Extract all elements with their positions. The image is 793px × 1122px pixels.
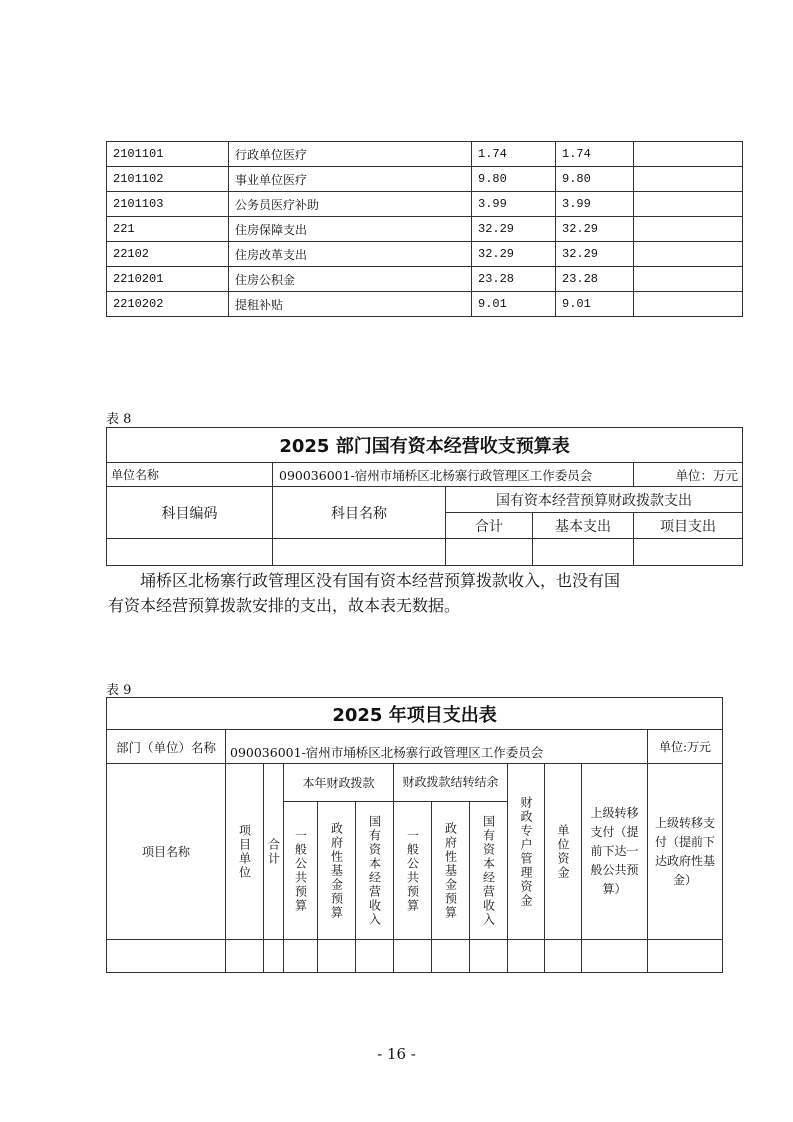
table-row (107, 242, 743, 267)
note-line-1: 埇桥区北杨寨行政管理区没有国有资本经营预算拨款收入，也没有国 (140, 571, 621, 590)
row-name: 提租补贴 (229, 292, 472, 317)
row-name: 公务员医疗补助 (229, 192, 472, 217)
table9 (106, 697, 723, 973)
table-row (107, 167, 743, 192)
row-project (634, 217, 743, 242)
header-state-capital-2: 国有资本经营收入 (481, 814, 496, 927)
table-row (107, 142, 743, 167)
header-code: 科目编码 (107, 487, 273, 539)
header-basic: 基本支出 (533, 513, 634, 539)
header-total: 合计 (446, 513, 533, 539)
header-project-unit: 项目单位 (237, 823, 252, 880)
header-current-group: 本年财政拨款 (284, 764, 394, 802)
row-total: 23.28 (472, 267, 556, 292)
header-special-funds: 财政专户管理资金 (519, 795, 533, 908)
row-code: 2101102 (107, 167, 229, 192)
row-name: 住房公积金 (229, 267, 472, 292)
row-project (634, 192, 743, 217)
row-project (634, 292, 743, 317)
table8-caption: 表 8 (106, 412, 132, 427)
row-project (634, 267, 743, 292)
header-general-budget: 一般公共预算 (293, 828, 308, 913)
table-row (107, 192, 743, 217)
row-basic: 9.01 (556, 292, 634, 317)
row-total: 1.74 (472, 142, 556, 167)
note-line-2: 有资本经营预算拨款安排的支出，故本表无数据。 (108, 596, 461, 615)
header-name: 科目名称 (273, 487, 446, 539)
dept-label: 部门（单位）名称 (107, 730, 226, 764)
row-code: 2101101 (107, 142, 229, 167)
header-unit-funds: 单位资金 (556, 823, 570, 880)
row-name: 住房改革支出 (229, 242, 472, 267)
table9-title: 2025 年项目支出表 (107, 698, 723, 730)
header-gov-fund: 政府性基金预算 (329, 821, 344, 920)
header-total: 合计 (266, 837, 281, 866)
currency-unit: 单位:万元 (648, 730, 723, 764)
table-row (107, 292, 743, 317)
header-project: 项目支出 (634, 513, 743, 539)
header-project-name: 项目名称 (107, 764, 226, 940)
row-total: 32.29 (472, 217, 556, 242)
row-code: 221 (107, 217, 229, 242)
header-group: 国有资本经营预算财政拨款支出 (446, 487, 743, 513)
dept-value: 090036001-宿州市埇桥区北杨寨行政管理区工作委员会 (226, 730, 648, 764)
row-name: 行政单位医疗 (229, 142, 472, 167)
row-code: 22102 (107, 242, 229, 267)
table8-title: 2025 部门国有资本经营收支预算表 (107, 428, 743, 463)
row-project (634, 242, 743, 267)
page-number: - 16 - (377, 1045, 416, 1063)
row-total: 9.80 (472, 167, 556, 192)
currency-unit: 单位：万元 (634, 463, 743, 487)
row-total: 3.99 (472, 192, 556, 217)
table9-caption: 表 9 (106, 683, 132, 698)
table-row (107, 940, 723, 973)
note-paragraph (108, 568, 708, 618)
header-transfer-fund: 上级转移支付（提前下达政府性基金） (648, 764, 723, 940)
row-basic: 32.29 (556, 242, 634, 267)
row-project (634, 142, 743, 167)
row-code: 2210201 (107, 267, 229, 292)
table8 (106, 427, 743, 566)
row-total: 9.01 (472, 292, 556, 317)
row-basic: 9.80 (556, 167, 634, 192)
header-gov-fund-2: 政府性基金预算 (443, 821, 458, 920)
header-state-capital: 国有资本经营收入 (367, 814, 382, 927)
row-code: 2210202 (107, 292, 229, 317)
row-code: 2101103 (107, 192, 229, 217)
header-transfer-general: 上级转移支付（提前下达一般公共预算） (582, 764, 648, 940)
table-row (107, 217, 743, 242)
budget-table-continued (106, 141, 743, 317)
row-name: 住房保障支出 (229, 217, 472, 242)
row-total: 32.29 (472, 242, 556, 267)
header-general-budget-2: 一般公共预算 (405, 828, 420, 913)
unit-name-value: 090036001-宿州市埇桥区北杨寨行政管理区工作委员会 (273, 463, 634, 487)
row-project (634, 167, 743, 192)
header-carry-group: 财政拨款结转结余 (394, 764, 508, 802)
row-name: 事业单位医疗 (229, 167, 472, 192)
unit-name-label: 单位名称 (107, 463, 273, 487)
table-row (107, 267, 743, 292)
row-basic: 1.74 (556, 142, 634, 167)
table-row (107, 539, 743, 566)
row-basic: 23.28 (556, 267, 634, 292)
row-basic: 32.29 (556, 217, 634, 242)
row-basic: 3.99 (556, 192, 634, 217)
